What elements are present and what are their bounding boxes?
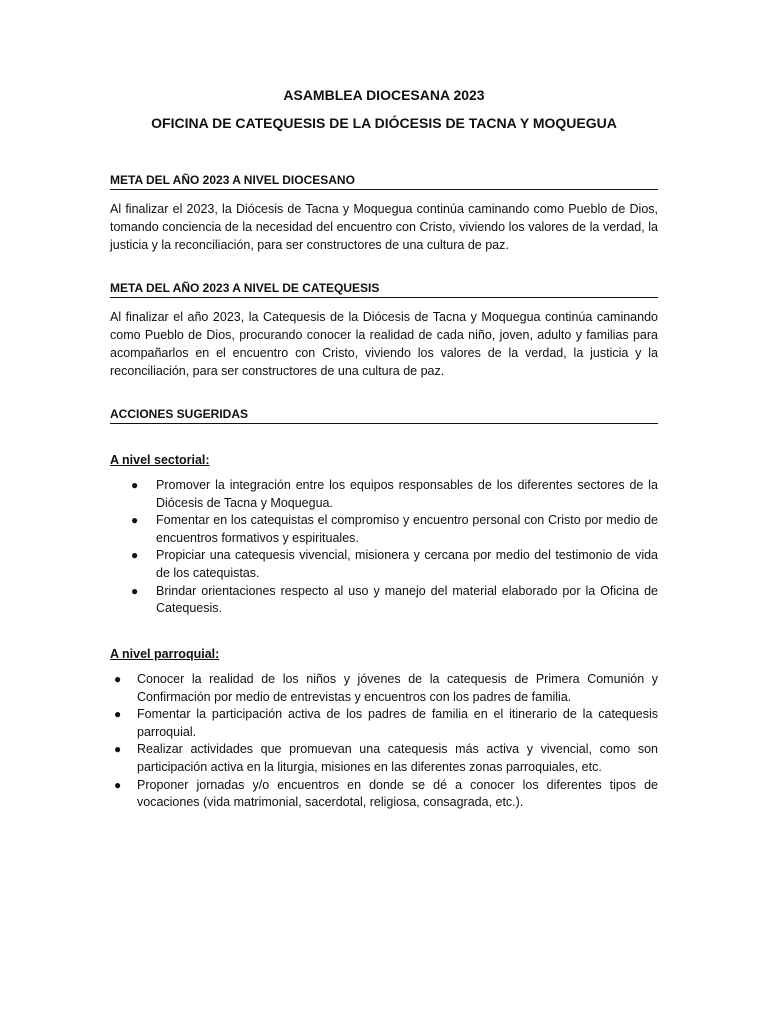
list-item-text: Conocer la realidad de los niños y jóvenes de la catequesis de Primera Comunión y Confirmación por medio de entrevistas y encuentros con los padres de familia. xyxy=(137,672,658,704)
section-heading-catequesis: META DEL AÑO 2023 A NIVEL DE CATEQUESIS xyxy=(110,280,658,298)
subheading-parroquial xyxy=(110,645,219,663)
bullet-icon: ● xyxy=(114,672,122,686)
list-item-text: Promover la integración entre los equipos responsables de los diferentes sectores de la Diócesis de Tacna y Moquegua. xyxy=(156,478,658,510)
bullet-icon: ● xyxy=(131,513,139,528)
list-item xyxy=(114,671,658,706)
list-item-text: Brindar orientaciones respecto al uso y manejo del material elaborado por la Oficina de Catequesis. xyxy=(156,583,658,616)
bullet-icon: ● xyxy=(131,583,139,598)
document-title: ASAMBLEA DIOCESANA 2023 xyxy=(283,87,485,103)
bullet-icon: ● xyxy=(131,548,139,563)
list-item-text: Fomentar en los catequistas el compromiso y encuentro personal con Cristo por medio de encuentros formativos y espirituales. xyxy=(156,513,658,545)
list-item-text: Realizar actividades que promuevan una catequesis más activa y vivencial, como son participación activa en la liturgia, misiones en las diferentes zonas parroquiales, etc. xyxy=(137,742,658,774)
list-item-text: Proponer jornadas y/o encuentros en donde se dé a conocer los diferentes tipos de vocaciones (vida matrimonial, sacerdotal, religiosa, consagrada, etc.). xyxy=(137,777,658,810)
list-item xyxy=(114,741,658,776)
bullet-icon: ● xyxy=(114,777,122,792)
bullet-icon: ● xyxy=(114,707,122,722)
section-heading-acciones: ACCIONES SUGERIDAS xyxy=(110,406,658,424)
list-item xyxy=(131,547,658,582)
subheading-sectorial xyxy=(110,451,210,469)
parroquial-list xyxy=(114,671,658,812)
subheading-sectorial-label: A nivel sectorial xyxy=(110,453,206,467)
list-item xyxy=(114,777,658,812)
subheading-parroquial-label: A nivel parroquial xyxy=(110,647,216,661)
list-item xyxy=(131,512,658,547)
list-item xyxy=(131,583,658,618)
subheading-sectorial-colon: : xyxy=(205,453,210,467)
sectorial-list xyxy=(131,477,658,618)
bullet-icon: ● xyxy=(114,742,122,757)
bullet-icon: ● xyxy=(131,478,139,492)
section-body-catequesis: Al finalizar el año 2023, la Catequesis de la Diócesis de Tacna y Moquegua continúa caminando como Pueblo de Dios, procurando conocer la realidad de cada niño, joven, adulto y familias para acompañarlos en el encuentro con Cristo, viviendo los valores de la verdad, la justicia y la reconciliación, para ser constructores de una cultura de paz. xyxy=(110,310,658,378)
document-subtitle: OFICINA DE CATEQUESIS DE LA DIÓCESIS DE TACNA Y MOQUEGUA xyxy=(151,115,617,131)
list-item-text: Propiciar una catequesis vivencial, misionera y cercana por medio del testimonio de vida de los catequistas. xyxy=(156,548,658,580)
section-heading-diocesano: META DEL AÑO 2023 A NIVEL DIOCESANO xyxy=(110,172,658,190)
list-item-text: Fomentar la participación activa de los padres de familia en el itinerario de la catequesis parroquial. xyxy=(137,707,658,739)
list-item xyxy=(114,706,658,741)
list-item xyxy=(131,477,658,512)
subheading-parroquial-colon: : xyxy=(215,647,220,661)
section-body-diocesano: Al finalizar el 2023, la Diócesis de Tacna y Moquegua continúa caminando como Pueblo de Dios, tomando conciencia de la necesidad del encuentro con Cristo, viviendo los valores de la verdad, la justicia y la reconciliación, para ser constructores de una cultura de paz. xyxy=(110,202,658,252)
